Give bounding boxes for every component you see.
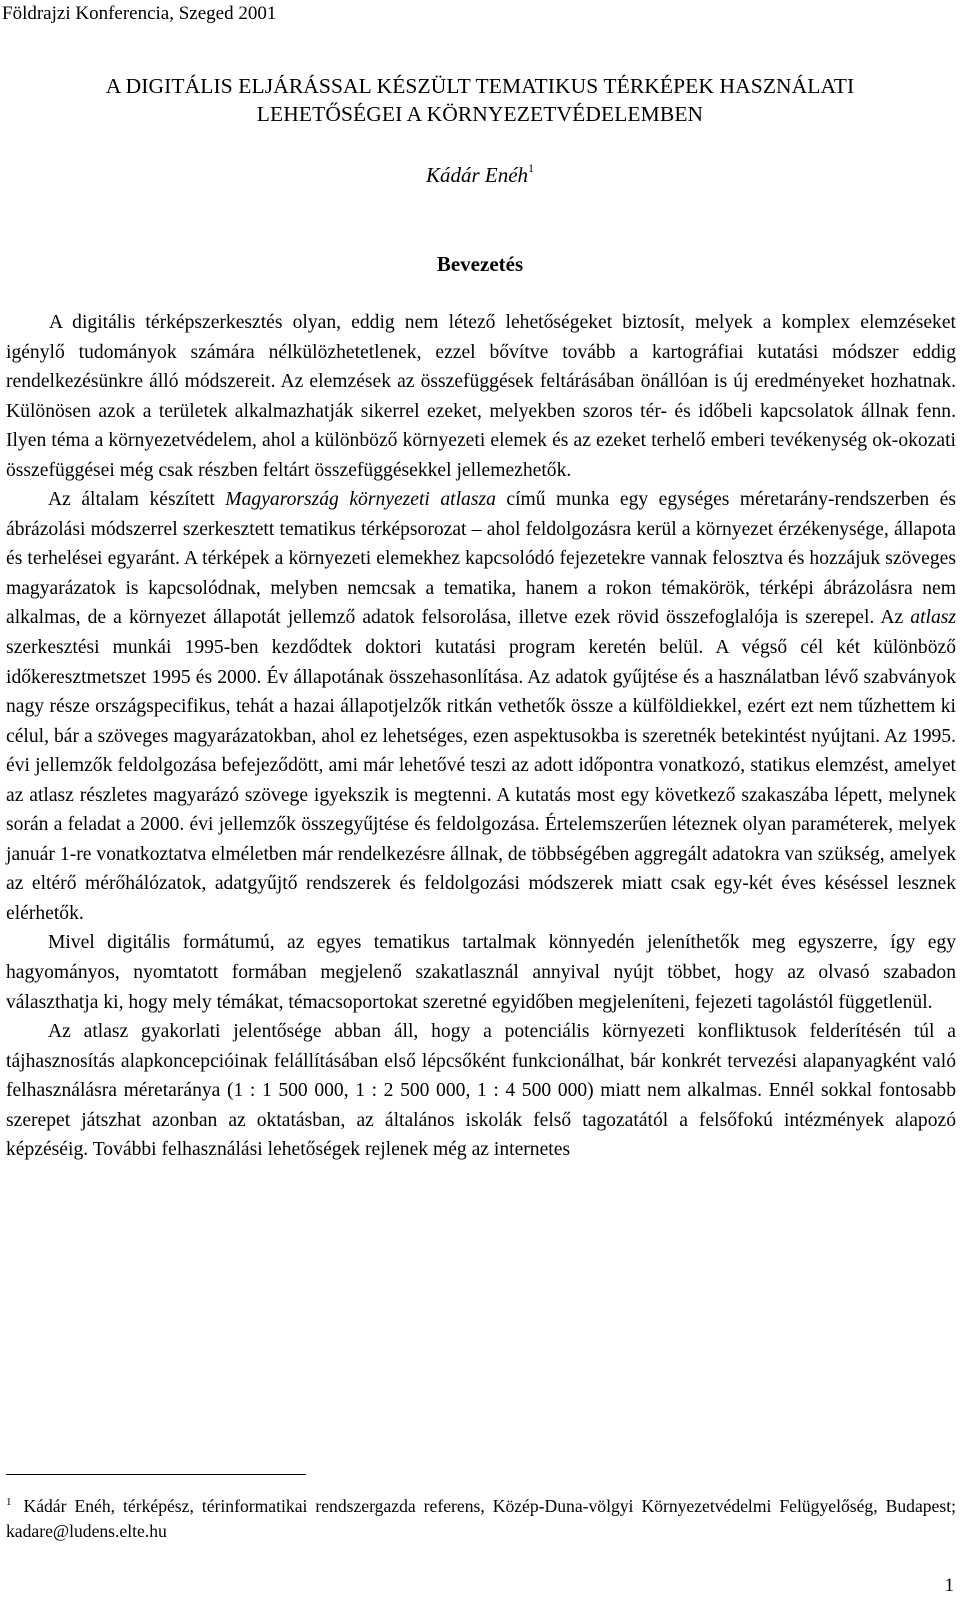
conference-header: Földrajzi Konferencia, Szeged 2001 xyxy=(2,3,277,24)
section-heading: Bevezetés xyxy=(436,252,524,276)
atlas-title-italic: Magyarország környezeti atlasza xyxy=(225,489,496,511)
body-text xyxy=(6,308,956,1165)
author xyxy=(0,163,960,188)
paragraph-2 xyxy=(6,485,956,928)
paragraph-2-text-a: Az általam készített xyxy=(48,489,226,511)
author-footnote-mark: 1 xyxy=(528,161,535,175)
atlas-word-italic: atlasz xyxy=(910,607,956,629)
page-number: 1 xyxy=(944,1575,954,1596)
paragraph-4: Az atlasz gyakorlati jelentősége abban áll, hogy a potenciális környezeti konfliktusok felderítésén túl a tájhasznosítás alapkoncepcióinak felállításában első lépcsőként funkcionálhat, bár konkrét tervezési alapanyagként való felhasználásra méretaránya (1 : 1 500 000, 1 : 2 500 000, 1 : 4 500 000) miatt nem alkalmas. Ennél sokkal fontosabb szerepet játszhat azonban az oktatásban, az általános iskolák felső tagozatától a felsőfokú intézmények alapozó képzéséig. További felhasználási lehetőségek rejlenek még az internetes xyxy=(6,1021,956,1161)
footnote-text: Kádár Enéh, térképész, térinformatikai rendszergazda referens, Közép-Duna-völgyi Környezetvédelmi Felügyelőség, Budapest; kadare@ludens.elte.hu xyxy=(6,1495,956,1542)
paper-title xyxy=(0,72,960,128)
paragraph-3: Mivel digitális formátumú, az egyes tematikus tartalmak könnyedén jeleníthetők meg egyszerre, így egy hagyományos, nyomtatott formában megjelenő szakatlasznál annyival nyújt többet, hogy az olvasó szabadon választhatja ki, hogy mely témákat, témacsoportokat szeretné egyidőben megjeleníteni, fejezeti tagolástól függetlenül. xyxy=(6,932,956,1013)
title-line-2: LEHETŐSÉGEI A KÖRNYEZETVÉDELEMBEN xyxy=(256,102,704,126)
footnote xyxy=(6,1490,956,1545)
footnote-divider xyxy=(6,1474,306,1475)
author-name: Kádár Enéh xyxy=(425,163,529,187)
paragraph-2-text-b: című munka egy egységes méretarány-rendszerben és ábrázolási módszerrel szerkesztett tematikus térképsorozat – ahol feldolgozásra kerül a környezet érzékenysége, állapota és terhelései egyaránt. A térképek a környezeti elemekhez kapcsolódó fejezetekre vannak felosztva és hozzájuk szöveges magyarázatok is kapcsolódnak, melyben nemcsak a tematika, hanem a rokon témakörök, térképi ábrázolásra nem alkalmas, de a környezet állapotát jellemző adatok felsorolása, illetve ezek rövid összefoglalója is szerepel. Az xyxy=(6,489,956,629)
footnote-mark: 1 xyxy=(6,1496,12,1508)
title-line-1: A DIGITÁLIS ELJÁRÁSSAL KÉSZÜLT TEMATIKUS TÉRKÉPEK HASZNÁLATI xyxy=(105,74,855,98)
paragraph-2-text-c: szerkesztési munkái 1995-ben kezdődtek doktori kutatási program keretén belül. A végső cél két különböző időkeresztmetszet 1995 és 2000. Év állapotának összehasonlítása. Az adatok gyűjtése és a használatban lévő szabványok nagy része országspecifikus, tehát a hazai állapotjelzők ritkán vethetők össze a külföldiekkel, ezért ezt nem tűzhettem ki célul, bár a szöveges magyarázatokban, ahol ez lehetséges, ezen aspektusokba is szeretnék betekintést nyújtani. Az 1995. évi jellemzők feldolgozása befejeződött, ami már lehetővé teszi az adott időpontra vonatkozó, statikus elemzést, amelyet az atlasz részletes magyarázó szövege igyekszik is megtenni. A kutatás most egy következő szakaszába lépett, melynek során a feladat a 2000. évi jellemzők összegyűjtése és feldolgozása. Értelemszerűen léteznek olyan paraméterek, melyek január 1-re vonatkoztatva elméletben már rendelkezésre állnak, de többségében aggregált adatokra van szükség, amelyek az eltérő mérőhálózatok, adatgyűjtő rendszerek és feldolgozási módszerek miatt csak egy-két éves késéssel lesznek elérhetők. xyxy=(6,637,956,924)
paragraph-1: A digitális térképszerkesztés olyan, eddig nem létező lehetőségeket biztosít, melyek a komplex elemzéseket igénylő tudományok számára nélkülözhetetlenek, ezzel bővítve tovább a kartográfiai kutatási módszer eddig rendelkezésünkre álló módszereit. Az elemzések az összefüggések feltárásában önállóan is új eredményeket hozhatnak. Különösen azok a területek alkalmazhatják sikerrel ezeket, melyekben szoros tér- és időbeli kapcsolatok állnak fenn. Ilyen téma a környezetvédelem, ahol a különböző környezeti elemek és az ezeket terhelő emberi tevékenység ok-okozati összefüggései még csak részben feltárt összefüggésekkel jellemezhetők. xyxy=(6,312,956,481)
